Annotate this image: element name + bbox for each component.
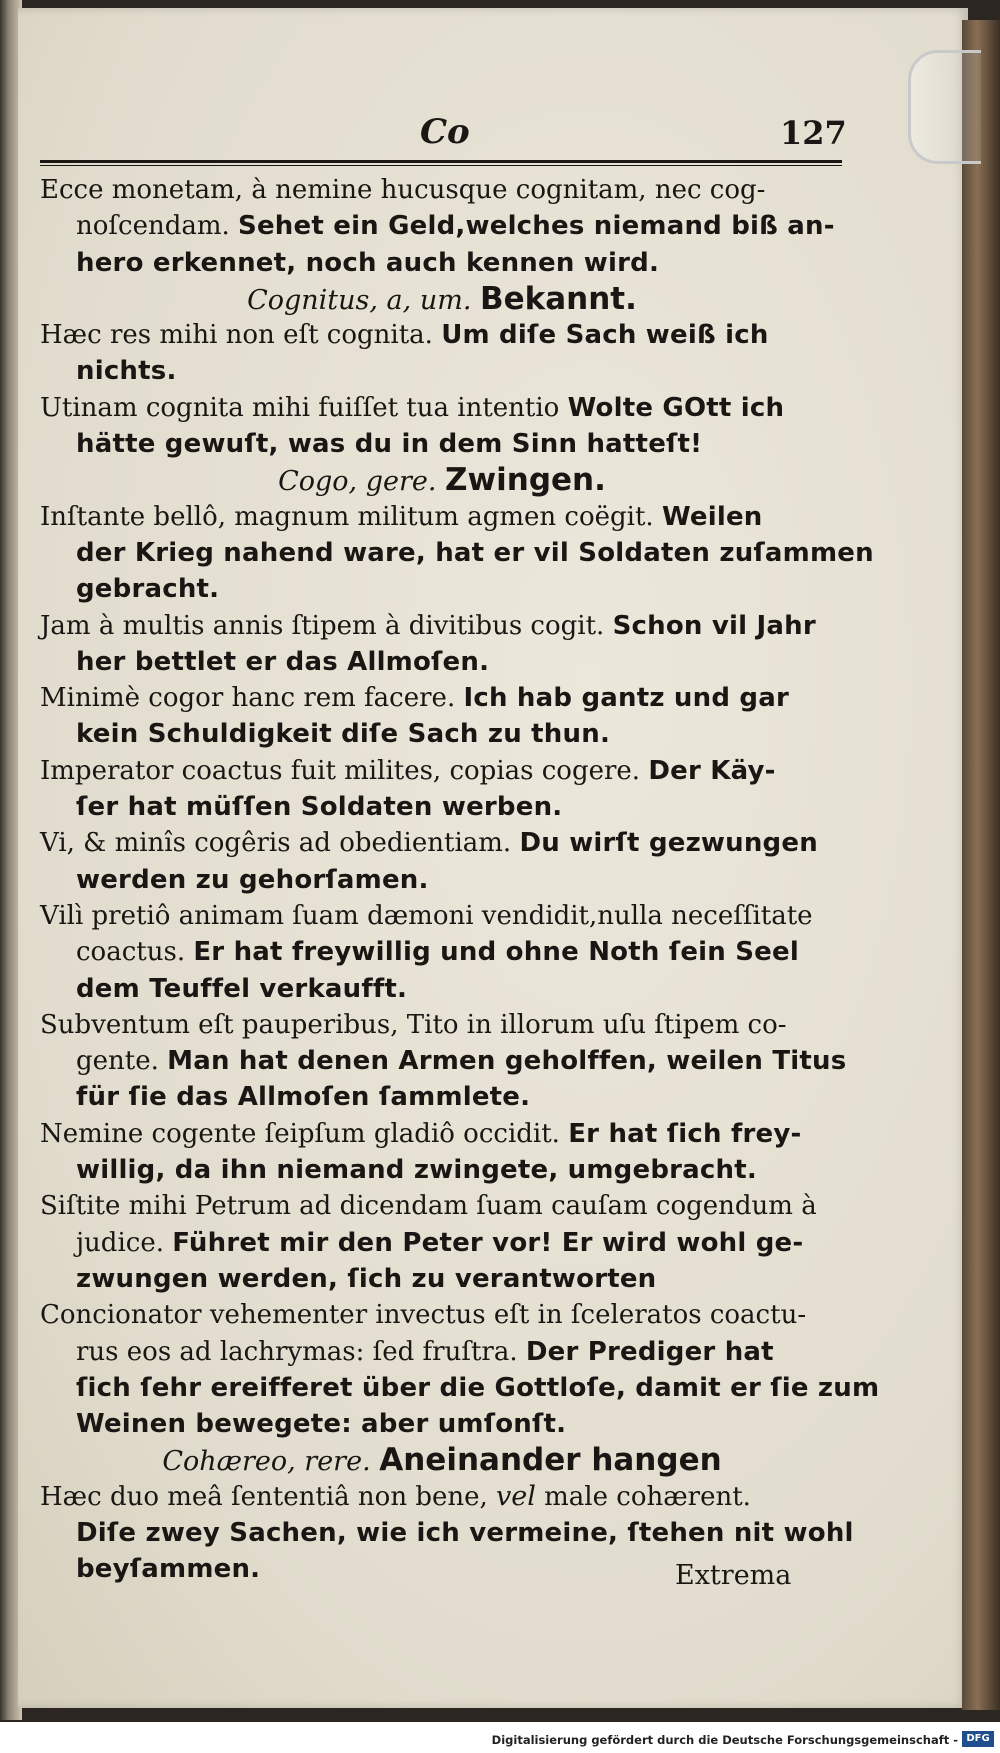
latin-text: male cohærent. — [535, 1481, 751, 1512]
latin-text: Ecce monetam, à nemine hucusque cognitam, nec cog- — [40, 175, 766, 205]
latin-text: Hæc res mihi non eſt cognita. — [40, 320, 442, 351]
latin-text: Utinam cognita mihi fuiſſet tua intentio — [40, 392, 568, 423]
text-line — [36, 1152, 848, 1188]
text-line — [36, 825, 848, 861]
latin-text: Nemine cogente ſeipſum gladiô occidit. — [40, 1118, 569, 1149]
text-line — [36, 535, 874, 571]
text-line — [36, 1007, 848, 1043]
german-text: hero erkennet, noch auch kennen wird. — [76, 247, 660, 278]
latin-text: Cohæreo, rere. — [162, 1446, 380, 1478]
text-line — [36, 172, 848, 208]
german-text: Bekannt. — [479, 280, 637, 317]
latin-text: Concionator vehementer invectus eſt in ſceleratos coactu- — [40, 1300, 807, 1331]
header-rule — [40, 160, 842, 163]
german-text: Diſe zwey Sachen, wie ich vermeine, ſtehen nit wohl — [76, 1517, 854, 1548]
text-line — [36, 1188, 848, 1224]
german-text: Er hat ſich frey- — [568, 1118, 802, 1149]
latin-text: noſcendam. — [76, 211, 239, 242]
german-text: Man hat denen Armen geholffen, weilen Titus — [167, 1046, 847, 1077]
text-line — [36, 1297, 848, 1333]
page-clip — [908, 50, 981, 164]
text-line — [36, 898, 848, 934]
german-text: Zwingen. — [445, 462, 606, 499]
text-line — [36, 1406, 848, 1442]
text-line — [36, 971, 848, 1007]
text-line — [36, 245, 848, 281]
text-line — [36, 1261, 848, 1297]
text-line — [36, 934, 848, 970]
german-text: zwungen werden, ſich zu verantworten — [76, 1263, 657, 1294]
german-text: Wolte GOtt ich — [567, 392, 785, 423]
german-text: nichts. — [76, 356, 177, 387]
german-text: der Krieg nahend ware, hat er vil Soldaten zuſammen — [76, 537, 874, 568]
german-text: Schon vil Jahr — [612, 610, 816, 641]
text-line — [36, 1079, 848, 1115]
text-line — [36, 353, 848, 389]
german-text: Ich hab gantz und gar — [463, 683, 789, 714]
latin-text: Subventum eſt pauperibus, Tito in illorum uſu ſtipem co- — [40, 1009, 787, 1040]
german-text: gebracht. — [76, 574, 220, 605]
german-text: ſer hat müſſen Soldaten werben. — [76, 792, 563, 823]
german-text: Um diſe Sach weiß ich — [441, 320, 769, 351]
german-text: Weilen — [661, 501, 763, 532]
latin-text: Inſtante bellô, magnum militum agmen coëgit. — [40, 501, 662, 532]
footer-catchword: Extrema — [675, 1560, 792, 1591]
text-line — [36, 789, 848, 825]
german-text: Er hat freywillig und ohne Noth ſein Seel — [193, 937, 799, 968]
german-text: dem Teuffel verkaufft. — [76, 973, 408, 1004]
dfg-logo: DFG — [962, 1731, 994, 1747]
text-line — [36, 1334, 848, 1370]
text-line — [36, 608, 848, 644]
text-line — [36, 1225, 848, 1261]
text-line — [36, 208, 848, 244]
text-line — [36, 571, 848, 607]
latin-text: Hæc duo meâ ſententiâ non bene, — [40, 1481, 497, 1512]
latin-text: Jam à multis annis ſtipem à divitibus cogit. — [40, 610, 613, 641]
running-header — [40, 112, 847, 162]
text-line — [36, 716, 848, 752]
text-line — [36, 753, 848, 789]
text-line — [36, 499, 848, 535]
latin-text: judice. — [76, 1227, 173, 1258]
german-text: Führet mir den Peter vor! Er wird wohl ge- — [172, 1227, 804, 1258]
german-text: Du wirſt gezwungen — [519, 828, 818, 859]
german-text: werden zu gehorſamen. — [76, 864, 429, 895]
text-line — [36, 1370, 880, 1406]
book-edge — [962, 20, 1000, 1710]
text-line — [36, 426, 848, 462]
text-body — [36, 172, 880, 1588]
text-line — [36, 317, 848, 353]
german-text: beyſammen. — [76, 1554, 261, 1585]
latin-text: Vilì pretiô animam ſuam dæmoni vendidit,nulla neceſſitate — [40, 900, 813, 931]
text-line — [36, 1515, 854, 1551]
latin-text: gente. — [76, 1046, 168, 1077]
latin-text: Siſtite mihi Petrum ad dicendam ſuam cauſam cogendum à — [40, 1191, 817, 1222]
entry-headword-line — [36, 1442, 848, 1478]
german-text: Aneinander hangen — [379, 1442, 722, 1479]
latin-text: Minimè cogor hanc rem facere. — [40, 683, 464, 714]
german-text: ſich ſehr ereifferet über die Gottloſe, damit er ſie zum — [76, 1372, 880, 1403]
text-line — [36, 1116, 848, 1152]
latin-text: vel — [496, 1480, 536, 1512]
text-line — [36, 644, 848, 680]
german-text: her bettlet er das Allmoſen. — [76, 646, 490, 677]
text-line — [36, 862, 848, 898]
latin-text: Cogo, gere. — [278, 466, 446, 498]
latin-text: coactus. — [76, 937, 194, 968]
latin-text: Imperator coactus fuit milites, copias cogere. — [40, 755, 649, 786]
latin-text: Vi, & minîs cogêris ad obedientiam. — [40, 828, 520, 859]
text-line — [36, 680, 848, 716]
german-text: Weinen bewegete: aber umſonſt. — [76, 1409, 567, 1440]
german-text: Der Käy- — [648, 755, 776, 786]
credit-text: Digitalisierung gefördert durch die Deutsche Forschungsgemeinschaft - — [491, 1733, 958, 1747]
entry-headword-line — [36, 281, 848, 317]
header-rule-thin — [40, 165, 842, 166]
german-text: hätte gewuſt, was du in dem Sinn hatteſt! — [76, 429, 703, 460]
german-text: für ſie das Allmoſen ſammlete. — [76, 1082, 531, 1113]
entry-headword-line — [36, 462, 848, 498]
german-text: Der Prediger hat — [525, 1336, 774, 1367]
page-number: 127 — [780, 114, 847, 152]
german-text: willig, da ihn niemand zwingete, umgebracht. — [76, 1155, 757, 1186]
text-line — [36, 390, 848, 426]
text-line — [36, 1479, 848, 1515]
text-line — [36, 1043, 848, 1079]
german-text: kein Schuldigkeit diſe Sach zu thun. — [76, 719, 611, 750]
german-text: Sehet ein Geld,welches niemand biß an- — [238, 211, 835, 242]
header-catchword: Co — [420, 112, 470, 152]
latin-text: Cognitus, a, um. — [247, 284, 480, 316]
latin-text: rus eos ad lachrymas: ſed fruſtra. — [76, 1336, 526, 1367]
